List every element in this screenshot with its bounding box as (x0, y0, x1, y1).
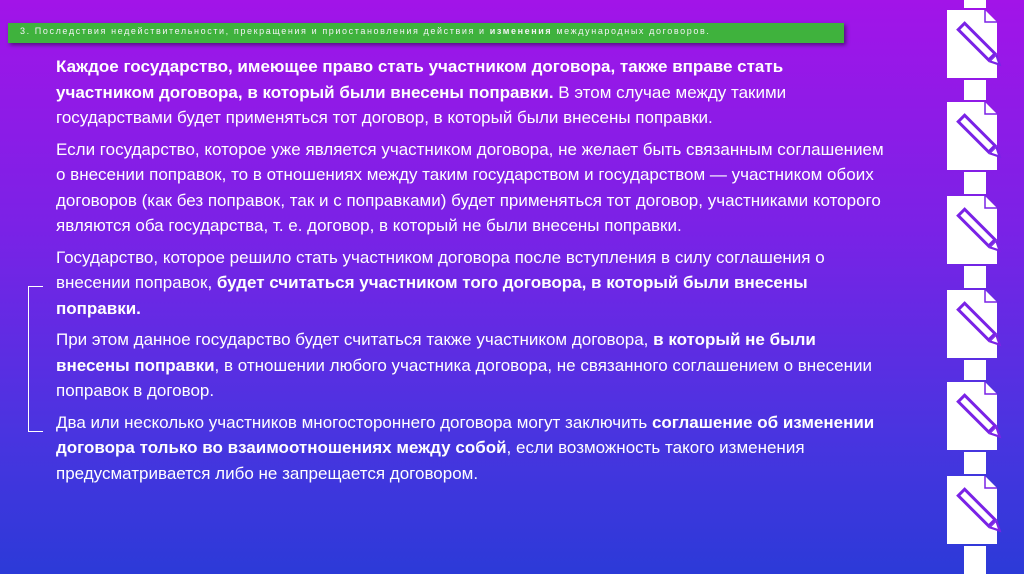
document-pen-icon (945, 380, 1009, 452)
title-text-part1: 3. Последствия недействительности, прекращения и приостановления действия и (20, 26, 490, 36)
document-pen-icon (945, 474, 1009, 546)
paragraph-3-bold: будет считаться участником того договора, в который были внесены поправки. (56, 273, 808, 318)
strip-segment (964, 546, 986, 574)
paragraph-5-text-start: Два или несколько участников многостороннего договора могут заключить (56, 412, 652, 432)
paragraph-5-text-end: , если возможность такого изменения предусматривается либо не запрещается договором. (56, 438, 805, 483)
main-content (56, 54, 886, 492)
paragraph-2 (56, 137, 886, 239)
strip-segment (964, 360, 986, 380)
paragraph-3 (56, 245, 886, 322)
paragraph-4 (56, 327, 886, 404)
strip-segment (964, 266, 986, 288)
document-pen-icon (945, 100, 1009, 172)
paragraph-1 (56, 54, 886, 131)
section-title (20, 26, 710, 36)
document-pen-icon (945, 194, 1009, 266)
strip-segment (964, 0, 986, 8)
paragraph-2-text: Если государство, которое уже является участником договора, не желает быть связанным соглашением о внесении поправок, то в отношениях между таким государством и государством — участником обоих договоров (как без поправок, так и с поправками) будет применяться тот договор, участниками которого являются оба государства, т. е. договор, в который не были внесены поправки. (56, 139, 884, 235)
paragraph-5 (56, 410, 886, 487)
paragraph-1-bold: Каждое государство, имеющее право стать участником договора, также вправе стать участником договора, в который были внесены поправки. (56, 57, 784, 102)
paragraph-3-text: Государство, которое решило стать участником договора после вступления в силу соглашения о внесении поправок, (56, 247, 825, 292)
paragraph-1-text: В этом случае между такими государствами будет применяться тот договор, в который были внесены поправки. (56, 82, 787, 127)
paragraph-5-bold: соглашение об изменении договора только во взаимоотношениях между собой (56, 412, 875, 457)
paragraph-4-text-start: При этом данное государство будет считаться также участником договора, (56, 330, 654, 349)
section-title-bar (8, 23, 844, 43)
strip-segment (964, 452, 986, 474)
strip-segment (964, 172, 986, 194)
strip-segment (964, 80, 986, 100)
document-pen-icon (945, 288, 1009, 360)
title-text-bold: изменения (489, 26, 553, 36)
paragraph-bracket (28, 286, 43, 432)
title-text-part2: международных договоров. (552, 26, 711, 36)
paragraph-4-text-end: , в отношении любого участника договора, не связанного соглашением о внесении поправок в договор. (56, 355, 872, 400)
document-pen-icon (945, 8, 1009, 80)
paragraph-4-bold: в который не были внесены поправки (56, 330, 816, 375)
